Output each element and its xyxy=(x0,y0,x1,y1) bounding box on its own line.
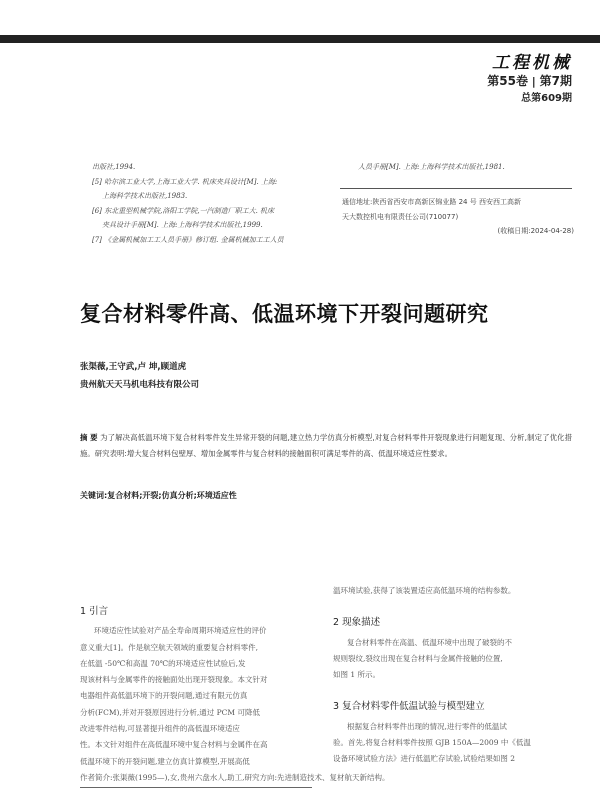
body-line: 性。本文针对组件在高低温环境中复合材料与金属件在高 xyxy=(80,740,268,750)
address-line-1: 通信地址:陕西省西安市高新区锦业路 24 号 西安西工高新 xyxy=(342,198,521,206)
section-heading-intro: 1 引言 xyxy=(80,606,109,617)
body-line: 温环境试验,获得了该装置适应高低温环境的结构参数。 xyxy=(333,586,516,595)
section-heading-test: 3 复合材料零件低温试验与模型建立 xyxy=(333,701,485,713)
abstract-text: 为了解决高低温环境下复合材料零件发生异常开裂的问题,建立热力学仿真分析模型,对复合材料零件开裂现象进行问题复现、分析,制定了优化措施。研究表明:增大复合材料包壁厚、增加金属零件与复合材料的接触面积可满足零件的高、低温环境适应性要求。 xyxy=(80,433,572,458)
authors: 张渠薇,王守武,卢 坤,顾道虎 xyxy=(80,362,187,372)
abstract-label: 摘 要 xyxy=(80,433,98,442)
issue-number: 第7期 xyxy=(539,74,572,88)
body-line: 低温环境下的开裂问题,建立仿真计算模型,开展高低 xyxy=(80,756,250,766)
keywords-label: 关键词: xyxy=(80,491,108,500)
body-line: 环境适应性试验对产品全寿命周期环境适应性的评价 xyxy=(94,626,267,636)
footnote: 作者简介:张渠薇(1995—),女,贵州六盘水人,助工,研究方向:先进制造技术、复材航天新结构。 xyxy=(80,772,390,782)
body-line: 规则裂纹,裂纹出现在复合材料与金属件接触的位置, xyxy=(333,653,503,663)
body-line: 现该材料与金属零件的接触面处出现开裂现象。本文针对 xyxy=(80,675,268,685)
body-line: 根据复合材料零件出现的情况,进行零件的低温试 xyxy=(347,721,507,731)
body-line: 如图 1 所示。 xyxy=(333,670,381,680)
volume: 第55卷 xyxy=(487,74,528,88)
section-heading-phenomenon: 2 现象描述 xyxy=(333,617,381,629)
received-date: (收稿日期:2024-04-28) xyxy=(497,227,574,235)
total-issue: 总第609期 xyxy=(521,93,572,104)
issue-info: 第55卷 | 第7期 xyxy=(487,74,572,88)
reference-line: 人员手册[M]. 上海:上海科学技术出版社,1981. xyxy=(358,163,505,171)
body-line: 意义重大[1]。作是航空航天领域的重要复合材料零件, xyxy=(80,642,259,652)
affiliation: 贵州航天天马机电科技有限公司 xyxy=(80,380,200,390)
body-line: 设备环境试验方法》进行低温贮存试验,试验结果如图 2 xyxy=(333,754,516,764)
abstract xyxy=(80,430,572,462)
body-line: 分析(FCM),并对开裂原因进行分析,通过 PCM 可降低 xyxy=(80,707,260,717)
keywords xyxy=(80,490,237,501)
reference-line: [6] 东北重型机械学院,洛阳工学院,一汽制造厂职工大. 机床 xyxy=(92,206,275,215)
journal-name: 工程机械 xyxy=(492,53,572,73)
references-left xyxy=(92,160,317,248)
body-line: 验。首先,将复合材料零件按照 GJB 150A—2009 中《低温 xyxy=(333,738,531,748)
footnote-divider xyxy=(80,787,312,788)
reference-line: 夹具设计手册[M]. 上海:上海科学技术出版社,1999. xyxy=(102,221,263,230)
body-line: 电器组件高低温环境下的开裂问题,通过有限元仿真 xyxy=(80,691,248,701)
body-line: 在低温 -50℃和高温 70℃的环境适应性试验后,发 xyxy=(80,658,246,668)
body-line: 复合材料零件在高温、低温环境中出现了破裂的不 xyxy=(347,637,512,647)
reference-line: [7] 《金属机械加工工人员手册》修订组. 金属机械加工工人员 xyxy=(92,235,284,244)
correspondence-address xyxy=(342,195,574,239)
header-bar xyxy=(0,35,600,43)
right-column xyxy=(333,583,573,768)
body-line: 改进零件结构,可显著提升组件的高低温环境适应 xyxy=(80,724,240,734)
address-line-2: 天大数控机电有限责任公司(710077) xyxy=(342,212,459,221)
keywords-text: 复合材料;开裂;仿真分析;环境适应性 xyxy=(107,491,237,500)
references-right xyxy=(358,160,573,175)
reference-line: 上海科学技术出版社,1983. xyxy=(102,192,188,201)
divider xyxy=(340,188,572,189)
reference-line: 出版社,1994. xyxy=(92,163,136,171)
article-title: 复合材料零件高、低温环境下开裂问题研究 xyxy=(80,302,489,326)
reference-line: [5] 哈尔滨工业大学,上海工业大学. 机床夹具设计[M]. 上海: xyxy=(92,177,278,186)
